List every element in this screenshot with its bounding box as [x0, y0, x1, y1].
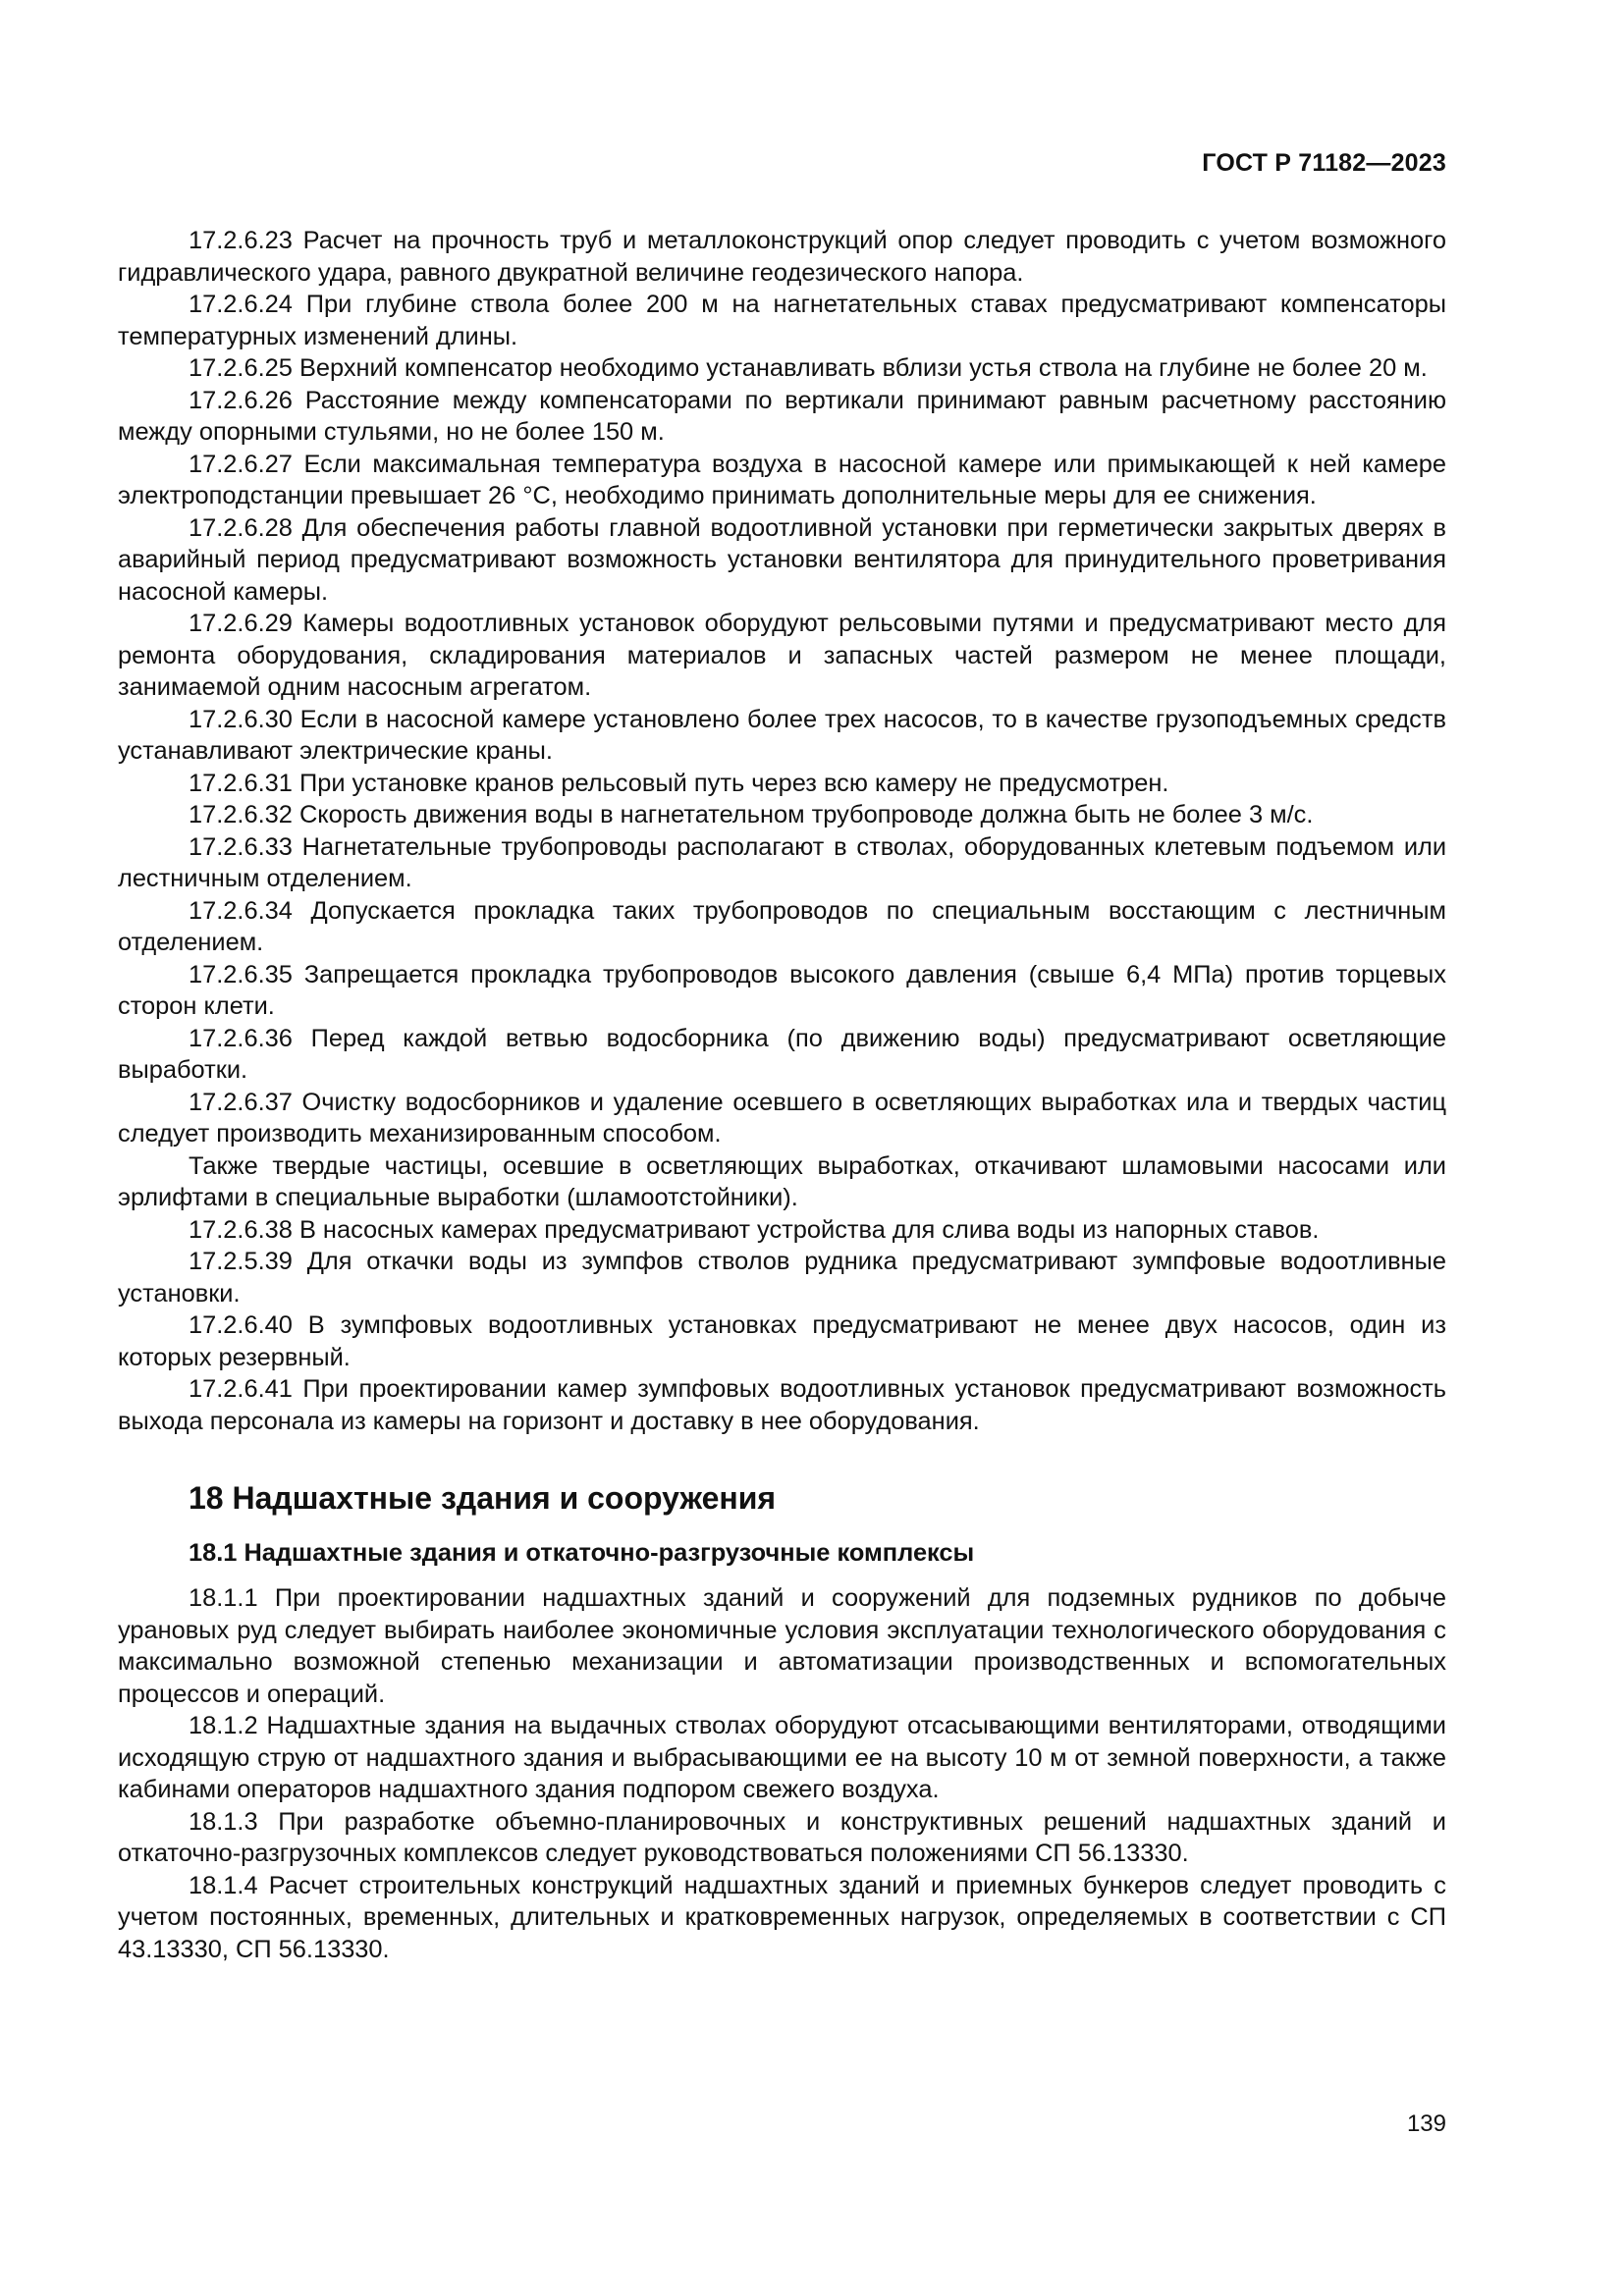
- paragraph-17-2-6-37: 17.2.6.37 Очистку водосборников и удаление осевшего в осветляющих выработках ила и твердых частиц следует производить механизированным способом.: [118, 1088, 1446, 1148]
- paragraph-17-2-6-38: 17.2.6.38 В насосных камерах предусматривают устройства для слива воды из напорных ставов.: [189, 1215, 1320, 1244]
- paragraph-17-2-6-24: 17.2.6.24 При глубине ствола более 200 м на нагнетательных ставах предусматривают компенсаторы температурных изменений длины.: [118, 291, 1446, 350]
- paragraph-18-1-3: 18.1.3 При разработке объемно-планировочных и конструктивных решений надшахтных зданий и откаточно-разгрузочных комплексов следует руководствоваться положениями СП 56.13330.: [118, 1807, 1446, 1867]
- document-body: [118, 225, 1446, 1965]
- paragraph-17-2-6-32: 17.2.6.32 Скорость движения воды в нагнетательном трубопроводе должна быть не более 3 м/с.: [189, 801, 1314, 828]
- paragraph-17-2-5-39: 17.2.5.39 Для откачки воды из зумпфов стволов рудника предусматривают зумпфовые водоотливные установки.: [118, 1248, 1446, 1308]
- paragraph-17-2-6-34: 17.2.6.34 Допускается прокладка таких трубопроводов по специальным восстающим с лестничным отделением.: [118, 896, 1446, 956]
- paragraph-17-2-6-37-continued: Также твердые частицы, осевшие в осветляющих выработках, откачивают шламовыми насосами или эрлифтами в специальные выработки (шламоотстойники).: [118, 1151, 1446, 1211]
- paragraph-17-2-6-28: 17.2.6.28 Для обеспечения работы главной водоотливной установки при герметически закрытых дверях в аварийный период предусматривают возможность установки вентилятора для принудительного проветривания насосной камеры.: [118, 513, 1446, 606]
- paragraph-17-2-6-36: 17.2.6.36 Перед каждой ветвью водосборника (по движению воды) предусматривают осветляющие выработки.: [118, 1024, 1446, 1084]
- section-title-18: 18 Надшахтные здания и сооружения: [189, 1480, 777, 1516]
- paragraph-17-2-6-35: 17.2.6.35 Запрещается прокладка трубопроводов высокого давления (свыше 6,4 МПа) против торцевых сторон клети.: [118, 960, 1446, 1020]
- paragraph-17-2-6-23: 17.2.6.23 Расчет на прочность труб и металлоконструкций опор следует проводить с учетом возможного гидравлического удара, равного двукратной величине геодезического напора.: [118, 227, 1446, 287]
- paragraph-18-1-2: 18.1.2 Надшахтные здания на выдачных стволах оборудуют отсасывающими вентиляторами, отводящими исходящую струю от надшахтного здания и выбрасывающими ее на высоту 10 м от земной поверхности, а также кабинами операторов надшахтного здания подпором свежего воздуха.: [118, 1712, 1446, 1803]
- paragraph-17-2-6-33: 17.2.6.33 Нагнетательные трубопроводы располагают в стволах, оборудованных клетевым подъемом или лестничным отделением.: [118, 832, 1446, 892]
- page-number: 139: [1406, 2110, 1446, 2137]
- paragraph-17-2-6-29: 17.2.6.29 Камеры водоотливных установок оборудуют рельсовыми путями и предусматривают место для ремонта оборудования, складирования материалов и запасных частей размером не менее площади, занимаемой одним насосным агрегатом.: [118, 610, 1446, 701]
- paragraph-18-1-4: 18.1.4 Расчет строительных конструкций надшахтных зданий и приемных бункеров следует проводить с учетом постоянных, временных, длительных и кратковременных нагрузок, определяемых в соответствии с СП 43.13330, СП 56.13330.: [118, 1871, 1446, 1963]
- document-header: ГОСТ Р 71182—2023: [1202, 149, 1446, 177]
- subsection-title-18-1: 18.1 Надшахтные здания и откаточно-разгрузочные комплексы: [189, 1539, 975, 1567]
- paragraph-17-2-6-41: 17.2.6.41 При проектировании камер зумпфовых водоотливных установок предусматривают возможность выхода персонала из камеры на горизонт и доставку в нее оборудования.: [118, 1375, 1446, 1435]
- paragraph-17-2-6-26: 17.2.6.26 Расстояние между компенсаторами по вертикали принимают равным расчетному расстоянию между опорными стульями, но не более 150 м.: [118, 386, 1446, 446]
- paragraph-17-2-6-40: 17.2.6.40 В зумпфовых водоотливных установках предусматривают не менее двух насосов, один из которых резервный.: [118, 1311, 1446, 1371]
- paragraph-17-2-6-27: 17.2.6.27 Если максимальная температура воздуха в насосной камере или примыкающей к ней камере электроподстанции превышает 26 °С, необходимо принимать дополнительные меры для ее снижения.: [118, 450, 1446, 509]
- paragraph-17-2-6-30: 17.2.6.30 Если в насосной камере установлено более трех насосов, то в качестве грузоподъемных средств устанавливают электрические краны.: [118, 705, 1446, 765]
- paragraph-17-2-6-25: 17.2.6.25 Верхний компенсатор необходимо устанавливать вблизи устья ствола на глубине не более 20 м.: [189, 354, 1428, 382]
- paragraph-18-1-1: 18.1.1 При проектировании надшахтных зданий и сооружений для подземных рудников по добыче урановых руд следует выбирать наиболее экономичные условия эксплуатации технологического оборудования с максимально возможной степенью механизации и автоматизации производственных и вспомогательных процессов и операций.: [118, 1584, 1446, 1708]
- paragraph-17-2-6-31: 17.2.6.31 При установке кранов рельсовый путь через всю камеру не предусмотрен.: [189, 769, 1169, 797]
